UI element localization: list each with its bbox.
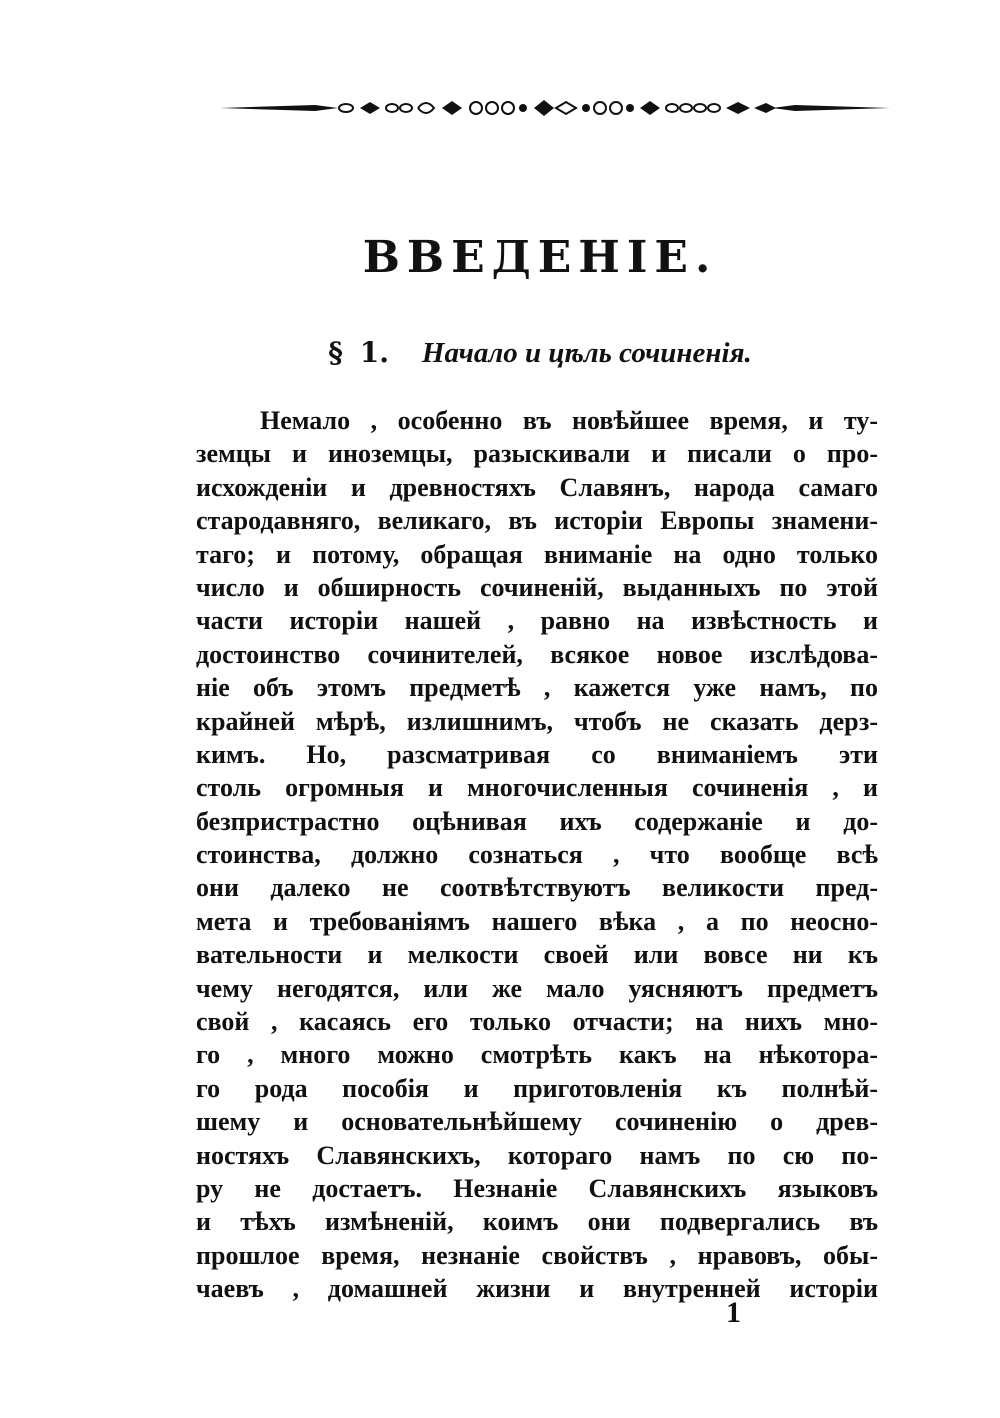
text-line: исхожденіи и древностяхъ Славянъ, народа самаго (196, 472, 878, 502)
text-line: шему и основательнѣйшему сочиненію о древ- (196, 1107, 878, 1137)
text-line: безпристрастно оцѣнивая ихъ содержаніе и до- (196, 806, 878, 836)
text-line: чаевъ , домашней жизни и внутренней исторіи (196, 1274, 878, 1304)
section-heading (0, 336, 1000, 370)
text-line: столь огромныя и многочисленныя сочиненія , и (196, 773, 878, 803)
text-line: свой , касаясь его только отчасти; на нихъ мно- (196, 1007, 878, 1037)
text-line: таго; и потому, обращая вниманіе на одно только (196, 539, 878, 569)
text-line: кимъ. Но, разсматривая со вниманіемъ эти (196, 739, 878, 769)
page-number: 1 (726, 1296, 741, 1329)
text-line: ру не достаетъ. Незнаніе Славянскихъ языковъ (196, 1173, 878, 1203)
text-line: и тѣхъ измѣненій, коимъ они подвергались въ (196, 1207, 878, 1237)
text-line: земцы и иноземцы, разыскивали и писали о про- (196, 439, 878, 469)
text-line: крайней мѣрѣ, излишнимъ, чтобъ не сказать дерз- (196, 706, 878, 736)
decorative-rule-icon (220, 88, 890, 128)
paragraph (196, 404, 878, 1306)
text-line: стародавняго, великаго, въ исторіи Европы знамени- (196, 506, 878, 536)
text-line: достоинство сочинителей, всякое новое изслѣдова- (196, 639, 878, 669)
chapter-title: ВВЕДЕНIЕ. (362, 232, 718, 283)
text-line: они далеко не соотвѣтствуютъ великости пред- (196, 873, 878, 903)
section-number: 1. (359, 336, 390, 369)
text-line: число и обширность сочиненій, выданныхъ по этой (196, 572, 878, 602)
text-line: ніе объ этомъ предметѣ , кажется уже намъ, по (196, 673, 878, 703)
text-line: мета и требованіямъ нашего вѣка , а по неосно- (196, 906, 878, 936)
text-line: части исторіи нашей , равно на извѣстность и (196, 606, 878, 636)
text-line: вательности и мелкости своей или вовсе ни къ (196, 940, 878, 970)
text-line: чему негодятся, или же мало уясняютъ предметъ (196, 973, 878, 1003)
text-line: Немало , особенно въ новѣйшее время, и ту- (260, 406, 878, 435)
section-sign: § (328, 336, 343, 369)
text-line: ностяхъ Славянскихъ, котораго намъ по сю по- (196, 1140, 878, 1170)
text-line: го рода пособія и приготовленія къ полнѣй- (196, 1073, 878, 1103)
text-line: стоинства, должно сознаться , что вообще всѣ (196, 840, 878, 870)
section-title: Начало и цѣль сочиненія. (421, 337, 752, 369)
text-line: прошлое время, незнаніе свойствъ , нравовъ, обы- (196, 1240, 878, 1270)
text-line: го , много можно смотрѣть какъ на нѣкотора- (196, 1040, 878, 1070)
